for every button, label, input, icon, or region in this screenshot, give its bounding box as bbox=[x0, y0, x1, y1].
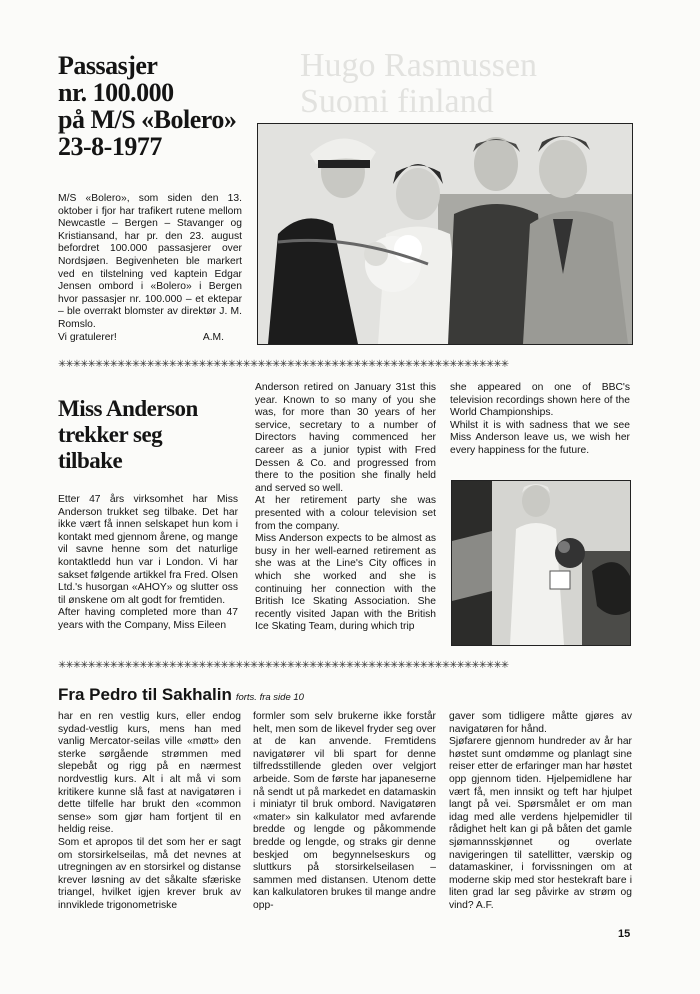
paragraph: Som et apropos til det som her er sagt om storsirkelseilas, må det nevnes at utregningen av en storsirkel og distanse krever løsning av det såkalte sfæriske triangel, hvilket igjen krever bruk av innviklede trigonometriske bbox=[58, 836, 241, 911]
headline-line: 23-8-1977 bbox=[58, 132, 162, 161]
fra-pedro-headline bbox=[58, 685, 304, 705]
paragraph: har en ren vestlig kurs, eller endog sydad-vestlig kurs, mens han med vanlig Mercator-seilas ville «møtt» den sterke sørgående strømmen med slepebåt og rigg på en nærmest nordvestlig kurs. Alt i alt må vi som kritikere kunne slå fast at navigatøren i dette tilfelle har brukt den «common sense» som gjør ham fortjent til en heldig reise. bbox=[58, 711, 241, 836]
group-photo bbox=[257, 123, 633, 345]
headline-line: Miss Anderson bbox=[58, 396, 198, 421]
anderson-photo bbox=[451, 480, 631, 646]
fra-pedro-subtitle: forts. fra side 10 bbox=[235, 692, 304, 703]
headline-line: tilbake bbox=[58, 448, 123, 473]
closing-text: Vi gratulerer! bbox=[58, 331, 117, 343]
ornamental-divider: ✳✳✳✳✳✳✳✳✳✳✳✳✳✳✳✳✳✳✳✳✳✳✳✳✳✳✳✳✳✳✳✳✳✳✳✳✳✳✳✳✳✳✳✳✳✳✳✳✳✳✳✳✳✳✳✳✳✳✳✳✳ bbox=[58, 359, 509, 370]
paragraph: At her retirement party she was presented with a colour television set from the company. bbox=[255, 495, 436, 532]
ornamental-divider: ✳✳✳✳✳✳✳✳✳✳✳✳✳✳✳✳✳✳✳✳✳✳✳✳✳✳✳✳✳✳✳✳✳✳✳✳✳✳✳✳✳✳✳✳✳✳✳✳✳✳✳✳✳✳✳✳✳✳✳✳✳ bbox=[58, 660, 509, 671]
headline-line: på M/S «Bolero» bbox=[58, 105, 237, 134]
paragraph: Miss Anderson expects to be almost as busy in her well-earned retirement as she was at the Line's City offices in which she worked and she is continuing her connection with the British Ice Skating Association. She recently visited Japan with the British Ice Skating Team, during which trip bbox=[255, 533, 436, 633]
paragraph: Sjøfarere gjennom hundreder av år har høstet sunt omdømme og planlagt sine reiser etter de erfaringer man har høstet opp gjennom tiden. Hjelpemidlene har vært få, men innsikt og teft har hjulpet langt på vei. Spørsmålet er om man idag med alle verdens hjelpemidler til rådighet helt kan gi på båten det gamle sjømannsskjønnet og overlate navigeringen til satellitter, værskip og datamaskiner, i forvissningen om at moderne skip med stor hestekraft bare i liten grad lar seg påvirke av strøm og vind? A.F. bbox=[449, 736, 632, 911]
paragraph: Etter 47 års virksomhet har Miss Anderson trukket seg tilbake. Det har ikke vært få innen selskapet hun kom i kontakt med gjennom årene, og mange vil savne henne som det naturlige kontaktledd hun var i London. Vi har sakset følgende artikkel fra Fred. Olsen Ltd.'s husorgan «AHOY» og slutter oss til ønskene om alt godt for fremtiden. bbox=[58, 494, 238, 606]
anderson-photo-illustration bbox=[452, 481, 630, 645]
show-through-text: Hugo Rasmussen Suomi finland bbox=[300, 48, 538, 120]
anderson-headline bbox=[58, 396, 198, 474]
paragraph: formler som selv brukerne ikke forstår helt, men som de likevel fryder seg over at de kan anvende. Fremtidens navigatører vil bli spart for denne tilfredsstillende gleden over velgjort arbeide. Som de første har japaneserne nå sendt ut på markedet en datamaskin i miniatyr til bruk ombord. Navigatøren «mater» sin kalkulator med avfarende bredde og lengde og påkommende bredde og lengde, og straks gir denne beskjed om begynnelseskurs og sluttkurs på storsirkelseilasen – sammen med distansen. Utenom dette kan kalkulatoren brukes til mange andre opp- bbox=[253, 711, 436, 911]
anderson-col-1 bbox=[58, 494, 238, 633]
paragraph: After having completed more than 47 years with the Company, Miss Eileen bbox=[58, 607, 238, 631]
headline-line: trekker seg bbox=[58, 422, 163, 447]
paragraph: Whilst it is with sadness that we see Miss Anderson leave us, we wish her every happiness for the future. bbox=[450, 419, 630, 456]
group-photo-illustration bbox=[258, 124, 632, 344]
headline-line: Passasjer bbox=[58, 51, 158, 80]
paragraph: Anderson retired on January 31st this year. Known to so many of you she was, for more than 30 years of her service, secretary to a number of Directors having commenced her career as a junior typist with Fred Dessen & Co. and progressed from there to the position she finally held and served so well. bbox=[255, 382, 436, 494]
fra-pedro-title: Fra Pedro til Sakhalin bbox=[58, 685, 232, 704]
fra-pedro-col-1 bbox=[58, 711, 241, 913]
headline-line: nr. 100.000 bbox=[58, 78, 174, 107]
paragraph: she appeared on one of BBC's television recordings shown here of the World Championships. bbox=[450, 382, 630, 419]
paragraph: M/S «Bolero», som siden den 13. oktober i fjor har trafikert rutene mellom Newcastle – Bergen – Stavanger og Kristiansand, har pr. den 23. august befordret 100.000 passasjerer over Nordsjøen. Begivenheten ble markert ved en tilstelning ved kaptein Edgar Jensen ombord i «Bolero» i Bergen hvor passasjer nr. 100.000 – et ektepar – ble overrakt blomster av direktør J. M. Romslo. bbox=[58, 193, 242, 330]
passasjer-body bbox=[58, 193, 242, 344]
fra-pedro-col-3 bbox=[449, 711, 632, 913]
page-number: 15 bbox=[618, 928, 631, 940]
anderson-col-3 bbox=[450, 382, 630, 458]
passasjer-headline bbox=[58, 52, 236, 160]
fra-pedro-col-2 bbox=[253, 711, 436, 913]
anderson-col-2 bbox=[255, 382, 436, 634]
paragraph: gaver som tidligere måtte gjøres av navigatøren for hånd. bbox=[449, 711, 632, 735]
signature: A.M. bbox=[202, 331, 224, 343]
